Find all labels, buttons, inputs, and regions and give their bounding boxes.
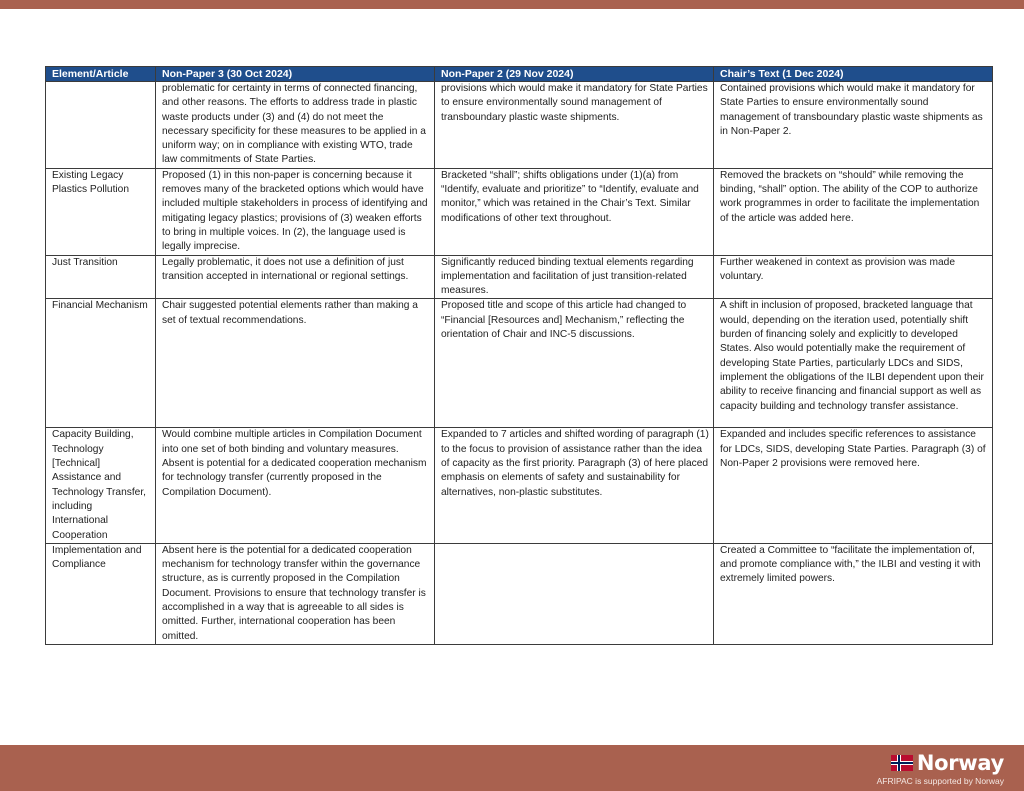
- cell-non-paper-3: problematic for certainty in terms of connected financing, and other reasons. The efforts to address trade in plastic waste products under (3) and (4) do not meet the necessary specificity for these measures to be applied in a uniform way; on in compliance with existing WTO, trade law commitments of State Parties.: [156, 82, 435, 169]
- brand-row: [877, 752, 1004, 774]
- cell-chairs-text: Contained provisions which would make it mandatory for State Parties to ensure environmentally sound management of transboundary plastic waste shipments as in Non-Paper 2.: [714, 82, 993, 169]
- table-row: [46, 82, 993, 169]
- norway-flag-icon: [891, 755, 913, 771]
- table-row: [46, 428, 993, 543]
- cell-non-paper-3: Proposed (1) in this non-paper is concerning because it removes many of the bracketed options which would have included multiple stakeholders in process of identifying and mitigating legacy plastics; provisions of (3) weaken efforts to bring in multiple voices. In (2), the language used is legally imprecise.: [156, 168, 435, 255]
- norway-brand: [877, 752, 1004, 786]
- cell-element: [46, 82, 156, 169]
- cell-chairs-text: Further weakened in context as provision was made voluntary.: [714, 255, 993, 299]
- cell-non-paper-2: Proposed title and scope of this article had changed to “Financial [Resources and] Mechanism,” reflecting the orientation of Chair and INC-5 discussions.: [435, 299, 714, 428]
- cell-element: Implementation and Compliance: [46, 543, 156, 644]
- cell-non-paper-2: Significantly reduced binding textual elements regarding implementation and facilitation of just transition-related measures.: [435, 255, 714, 299]
- cell-non-paper-2: provisions which would make it mandatory for State Parties to ensure environmentally sound management of transboundary plastic waste shipments.: [435, 82, 714, 169]
- brand-name: Norway: [916, 751, 1004, 775]
- table-row: [46, 255, 993, 299]
- cell-non-paper-2: Expanded to 7 articles and shifted wording of paragraph (1) to the focus to provision of assistance rather than the idea of capacity as the first priority. Paragraph (3) of here placed emphasis on elements of safety and sustainability for alternatives, non-plastic substitutes.: [435, 428, 714, 543]
- cell-non-paper-2: Bracketed “shall”; shifts obligations under (1)(a) from “Identify, evaluate and prioritize” to “Identify, evaluate and monitor,” which was retained in the Chair’s Text. Similar modifications of other text throughout.: [435, 168, 714, 255]
- cell-chairs-text: Expanded and includes specific references to assistance for LDCs, SIDS, developing State Parties. Paragraph (3) of Non-Paper 2 provisions were removed here.: [714, 428, 993, 543]
- cell-element: Financial Mechanism: [46, 299, 156, 428]
- cell-non-paper-2: [435, 543, 714, 644]
- cell-chairs-text: Removed the brackets on “should” while removing the binding, “shall” option. The ability of the COP to authorize work programmes in order to facilitate the implementation of the article was added here.: [714, 168, 993, 255]
- cell-non-paper-3: Absent here is the potential for a dedicated cooperation mechanism for technology transfer within the governance structure, as is currently proposed in the Compilation Document. Provisions to ensure that technology transfer is accomplished in a way that is agreeable to all sides is omitted. Further, international cooperation has been omitted.: [156, 543, 435, 644]
- comparison-table: [45, 66, 993, 645]
- header-chairs-text: Chair’s Text (1 Dec 2024): [714, 67, 993, 82]
- table-row: [46, 299, 993, 428]
- table-row: [46, 168, 993, 255]
- cell-element: Capacity Building, Technology [Technical] Assistance and Technology Transfer, including International Cooperation: [46, 428, 156, 543]
- cell-non-paper-3: Chair suggested potential elements rather than making a set of textual recommendations.: [156, 299, 435, 428]
- cell-non-paper-3: Would combine multiple articles in Compilation Document into one set of both binding and voluntary measures. Absent is potential for a dedicated cooperation mechanism for technology transfer (currently proposed in the Compilation Document).: [156, 428, 435, 543]
- brand-subtitle: AFRIPAC is supported by Norway: [876, 776, 1004, 786]
- cell-chairs-text: Created a Committee to “facilitate the implementation of, and promote compliance with,” the ILBI and vesting it with extremely limited powers.: [714, 543, 993, 644]
- cell-element: Just Transition: [46, 255, 156, 299]
- table-header-row: [46, 67, 993, 82]
- header-element-article: Element/Article: [46, 67, 156, 82]
- footer-band: [0, 745, 1024, 791]
- header-non-paper-2: Non-Paper 2 (29 Nov 2024): [435, 67, 714, 82]
- table-row: [46, 543, 993, 644]
- header-non-paper-3: Non-Paper 3 (30 Oct 2024): [156, 67, 435, 82]
- cell-element: Existing Legacy Plastics Pollution: [46, 168, 156, 255]
- cell-chairs-text: A shift in inclusion of proposed, bracketed language that would, depending on the iteration used, potentially shift burden of financing solely and explicitly to developed States. Also would potentially make the requirement of developing State Parties, particularly LDCs and SIDS, implement the obligations of the ILBI dependent upon their ability to receive financing and financial support as well as capacity building and technology transfer assistance.: [714, 299, 993, 428]
- cell-non-paper-3: Legally problematic, it does not use a definition of just transition accepted in international or regional settings.: [156, 255, 435, 299]
- top-color-band: [0, 0, 1024, 9]
